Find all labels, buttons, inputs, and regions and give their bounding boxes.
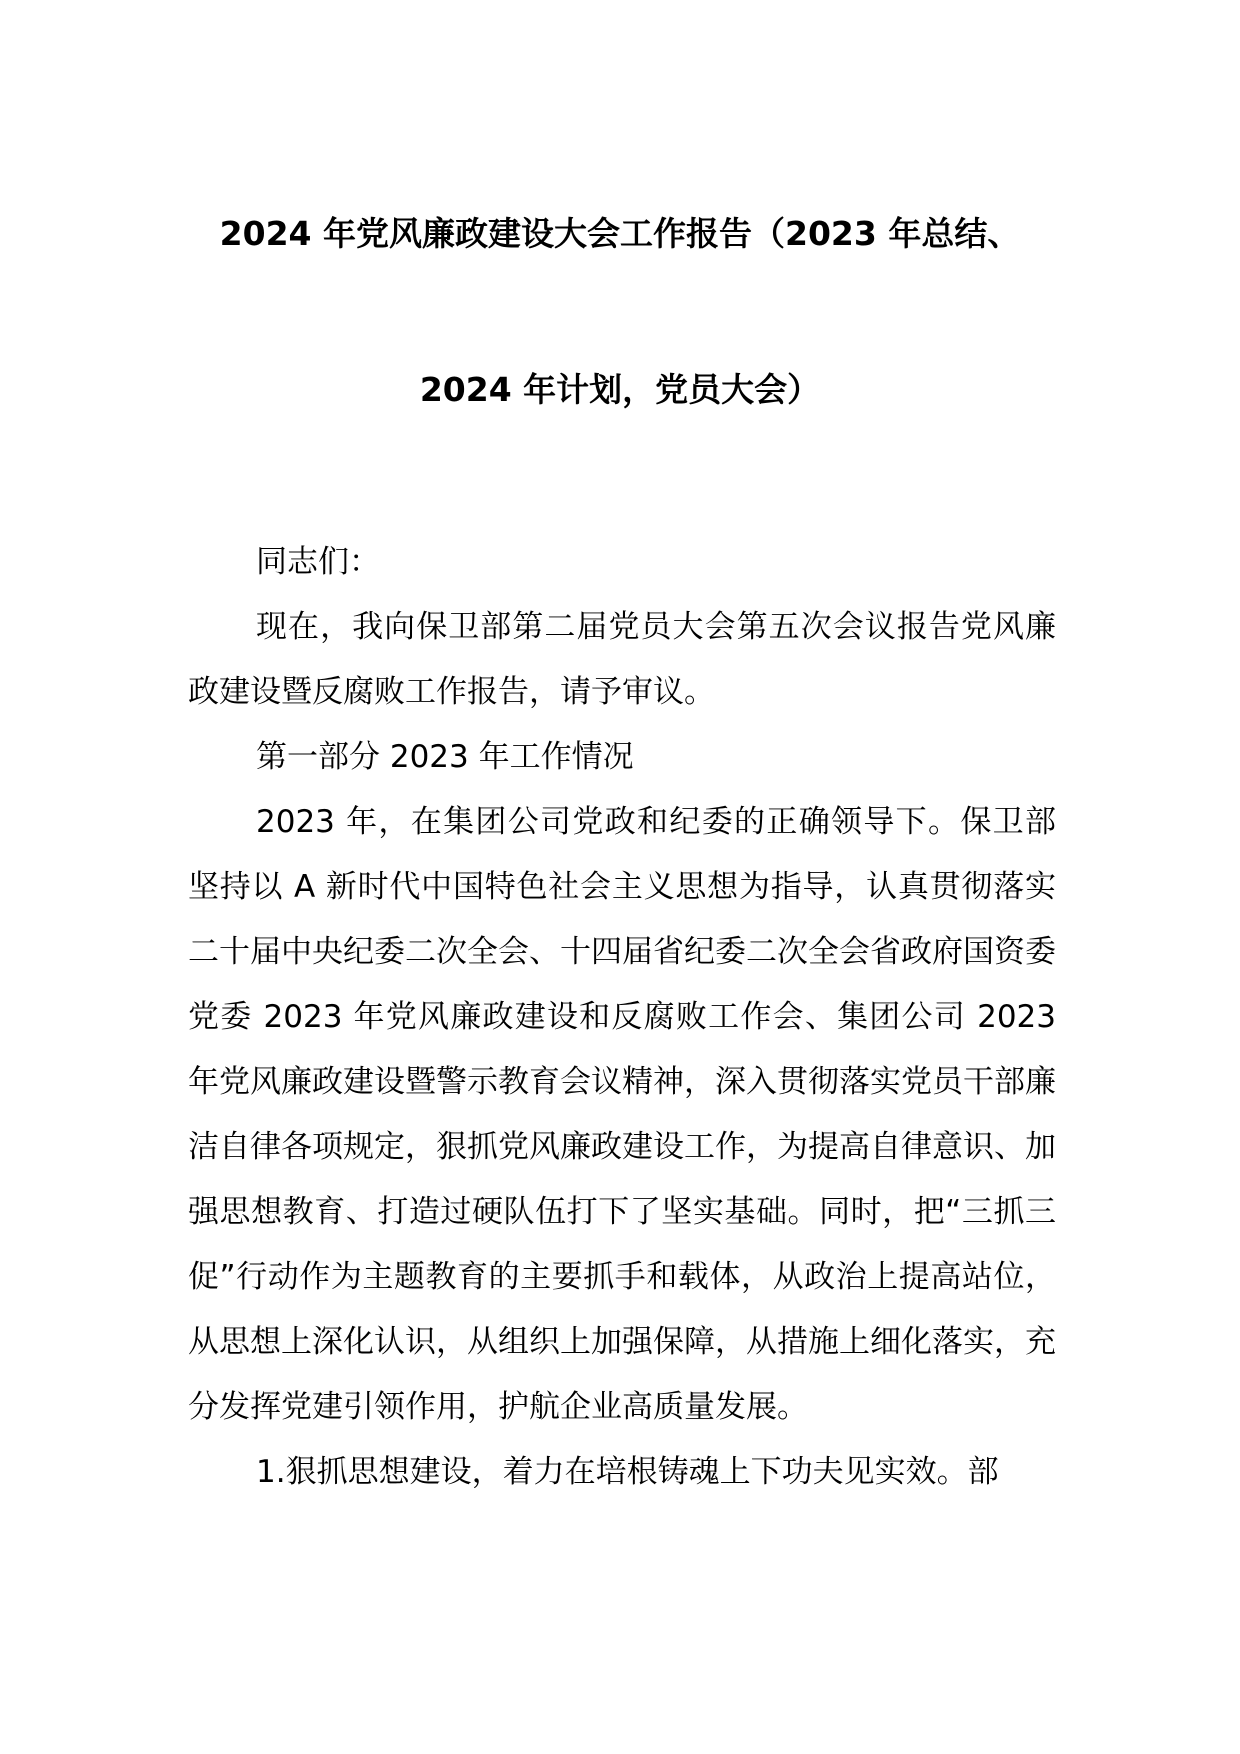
salutation-paragraph: 同志们： — [256, 544, 380, 580]
summary-paragraph: 2023 年，在集团公司党政和纪委的正确领导下。保卫部坚持以 A 新时代中国特色社会主义思想为指导，认真贯彻落实二十届中央纪委二次全会、十四届省纪委二次全会省政府国资委党委 2023 年党风廉政建设和反腐败工作会、集团公司 2023 年党风廉政建设暨警示教育会议精神，深入贯彻落实党员干部廉洁自律各项规定，狠抓党风廉政建设工作，为提高自律意识、加强思想教育、打造过硬队伍打下了坚实基础。同时，把“三抓三促”行动作为主题教育的主要抓手和载体，从政治上提高站位，从思想上深化认识，从组织上加强保障，从措施上细化落实，充分发挥党建引领作用，护航企业高质量发展。 — [188, 804, 1056, 1425]
intro-paragraph: 现在，我向保卫部第二届党员大会第五次会议报告党风廉政建设暨反腐败工作报告，请予审议。 — [188, 609, 1056, 710]
item-1-paragraph: 1.狠抓思想建设，着力在培根铸魂上下功夫见实效。部 — [256, 1454, 999, 1490]
section-heading: 第一部分 2023 年工作情况 — [256, 739, 634, 775]
document-title-line-1: 2024 年党风廉政建设大会工作报告（2023 年总结、 — [219, 214, 1021, 253]
document-title-line-2: 2024 年计划，党员大会） — [419, 370, 821, 409]
document-body — [188, 530, 1056, 1505]
